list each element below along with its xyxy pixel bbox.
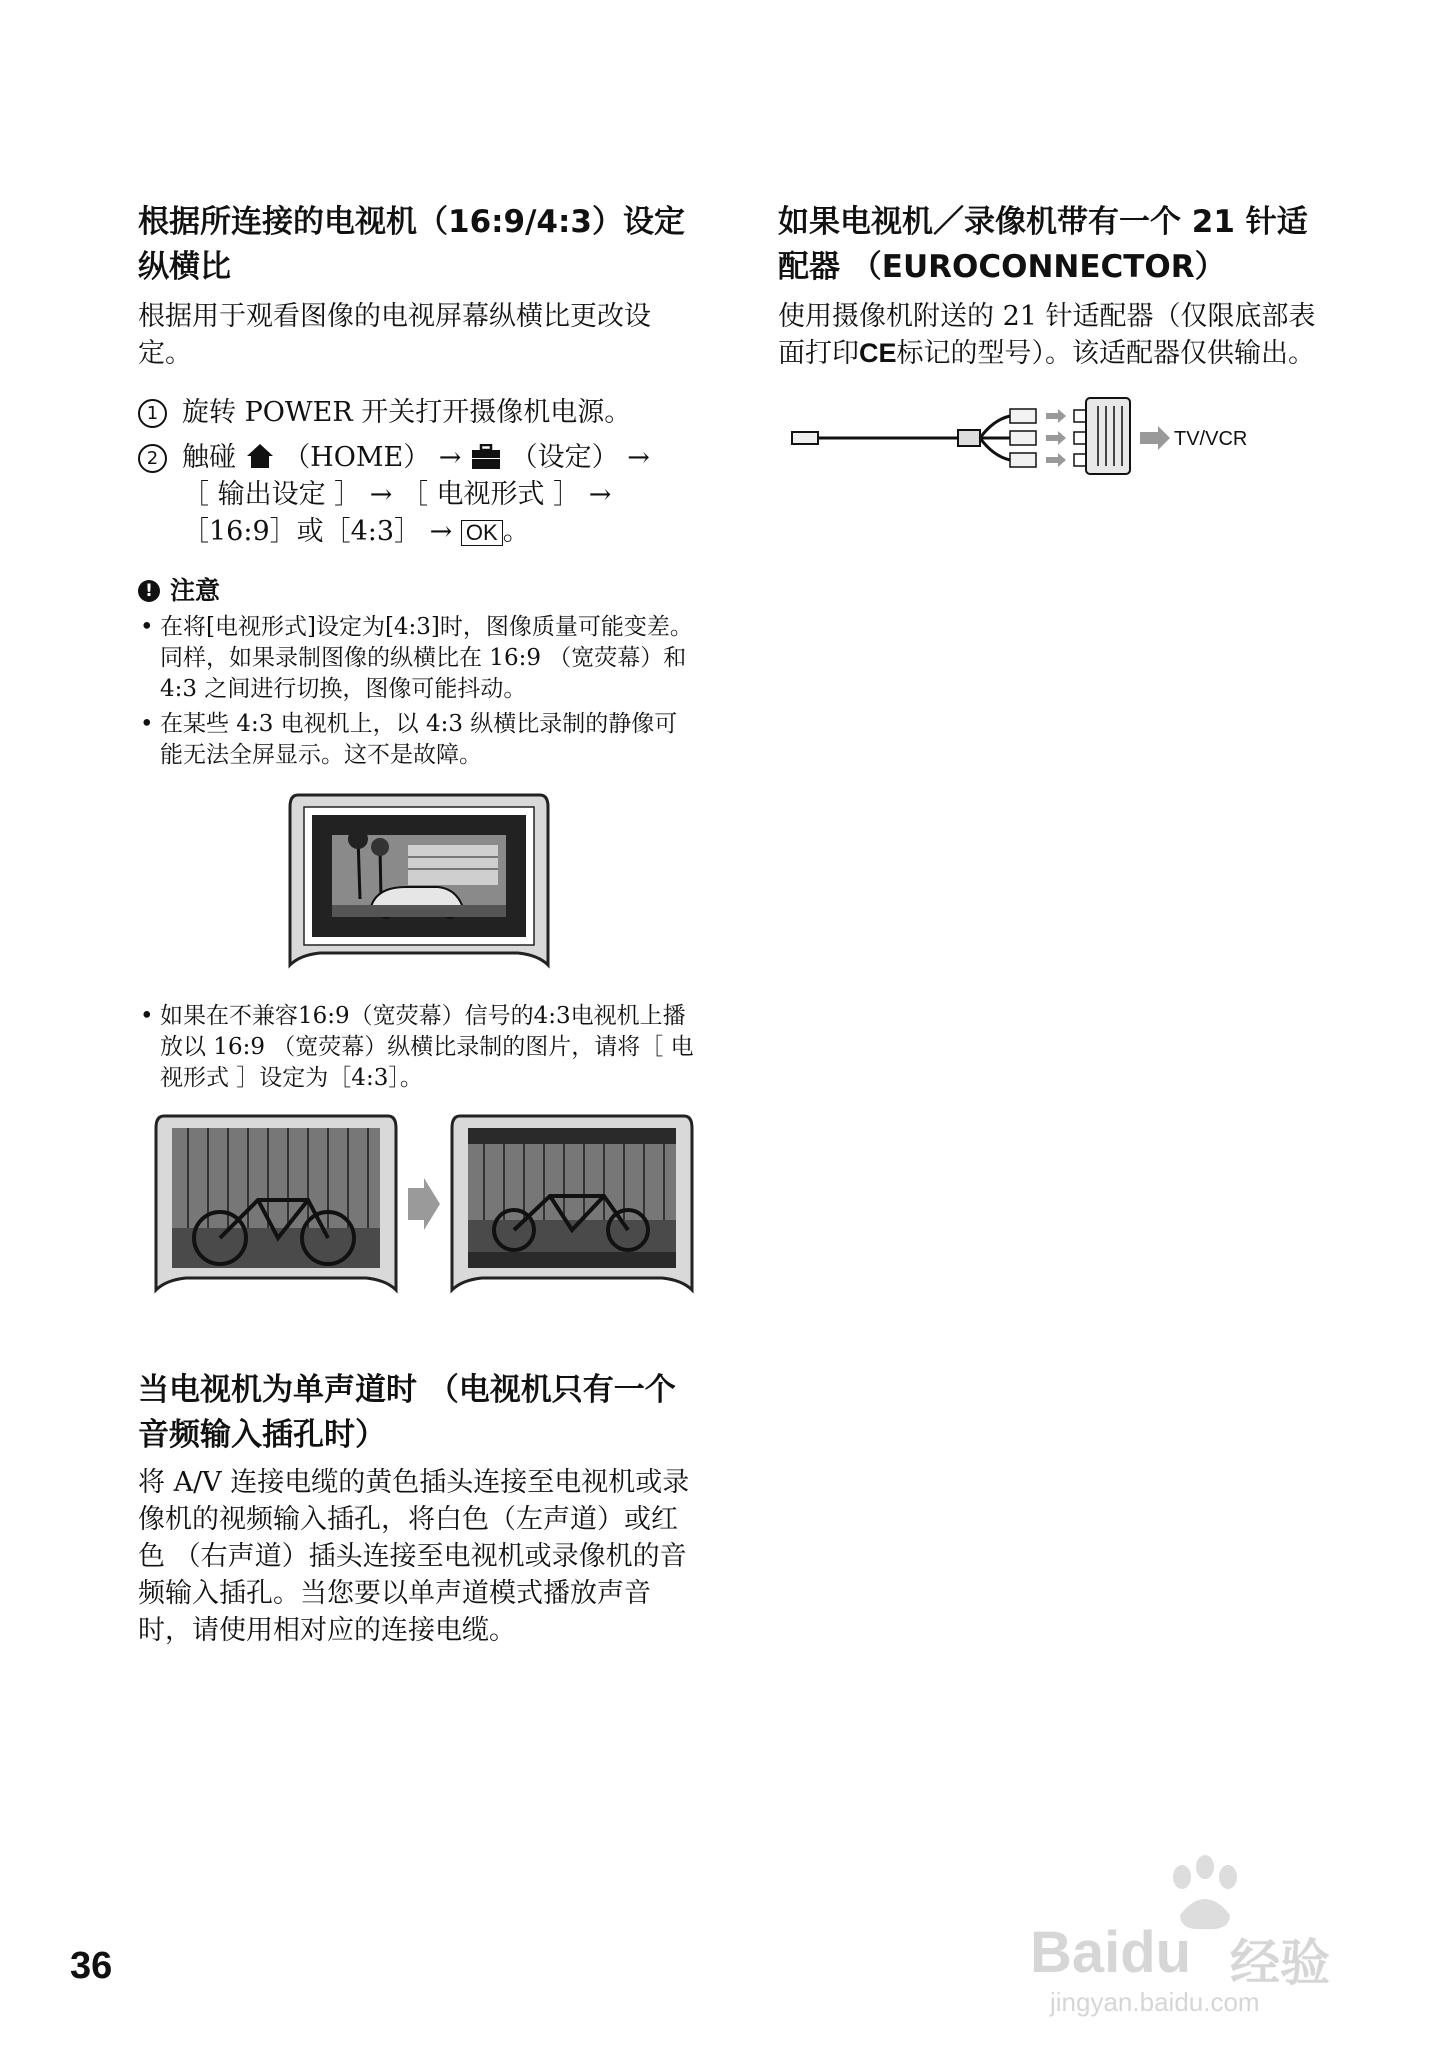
- note-title: 注意: [170, 576, 221, 605]
- tv-illustration-4-3: [138, 787, 698, 987]
- note-heading: [138, 574, 698, 608]
- note-bullet-2: • 在某些 4:3 电视机上，以 4:3 纵横比录制的静像可能无法全屏显示。这不是故障。: [138, 709, 698, 771]
- step-2-touch: 触碰: [182, 442, 236, 473]
- step-2: [138, 439, 698, 550]
- home-icon: [245, 442, 275, 470]
- note-bullet-3: • 如果在不兼容16:9（宽荧幕）信号的4:3电视机上播放以 16:9 （宽荧幕）纵横比录制的图片，请将［ 电视形式 ］设定为［4:3］。: [138, 1001, 698, 1094]
- toolbox-icon: [470, 444, 502, 470]
- euroconnector-body: [778, 298, 1338, 372]
- tv-illustration-comparison: [138, 1108, 698, 1308]
- tv-left: [156, 1116, 396, 1290]
- section-title-euroconnector: 如果电视机／录像机带有一个 21 针适配器 （EUROCONNECTOR）: [778, 204, 1308, 285]
- tv-right: [452, 1116, 692, 1290]
- page-number: 36: [70, 1945, 113, 1987]
- step-2-home: （HOME） →: [283, 442, 462, 473]
- step-2-menu-path: ［ 输出设定 ］ → ［ 电视形式 ］ →: [182, 479, 612, 510]
- step-1-text: 旋转 POWER 开关打开摄像机电源。: [182, 397, 632, 428]
- euroconnector-diagram: [778, 396, 1338, 476]
- aspect-ratio-intro: 根据用于观看图像的电视屏幕纵横比更改设定。: [138, 301, 651, 369]
- step-2-number: 2: [138, 444, 167, 473]
- step-2-settings: （设定） →: [510, 442, 650, 473]
- euroconnector-body-b: 标记的型号）。该适配器仅供输出。: [896, 338, 1316, 369]
- step-2-options: ［16:9］或［4:3］ →: [182, 516, 453, 547]
- baidu-watermark: [1030, 1855, 1390, 2025]
- left-column: [138, 200, 698, 1649]
- caution-icon: !: [138, 580, 160, 602]
- ce-mark: CE: [859, 338, 897, 368]
- right-column: [778, 200, 1338, 476]
- section-title-aspect-ratio: 根据所连接的电视机（16:9/4:3）设定纵横比: [138, 204, 685, 285]
- mono-body: 将 A/V 连接电缆的黄色插头连接至电视机或录像机的视频输入插孔，将白色（左声道）或红色 （右声道）插头连接至电视机或录像机的音频输入插孔。当您要以单声道模式播放声音时，请使用相对应的连接电缆。: [138, 1467, 690, 1646]
- section-title-mono: 当电视机为单声道时 （电视机只有一个音频输入插孔时）: [138, 1372, 676, 1453]
- arrow-right-icon: [408, 1178, 440, 1230]
- ok-button: OK: [461, 520, 503, 546]
- tv-vcr-label: TV/VCR: [1174, 428, 1248, 450]
- euroconnector-body-a: 使用摄像机附送的 21 针适配器（仅限底部表面打印: [778, 301, 1316, 369]
- watermark-brand: Baidu: [1030, 1920, 1192, 1985]
- step-1: [138, 394, 698, 431]
- watermark-brand-cn: 经验: [1230, 1935, 1330, 1991]
- note-bullet-1: • 在将[电视形式]设定为[4:3]时，图像质量可能变差。同样，如果录制图像的纵横比在 16:9 （宽荧幕）和 4:3 之间进行切换，图像可能抖动。: [138, 612, 698, 705]
- step-2-end: 。: [502, 516, 530, 547]
- step-1-number: 1: [138, 399, 167, 428]
- watermark-url: jingyan.baidu.com: [1050, 1987, 1260, 2017]
